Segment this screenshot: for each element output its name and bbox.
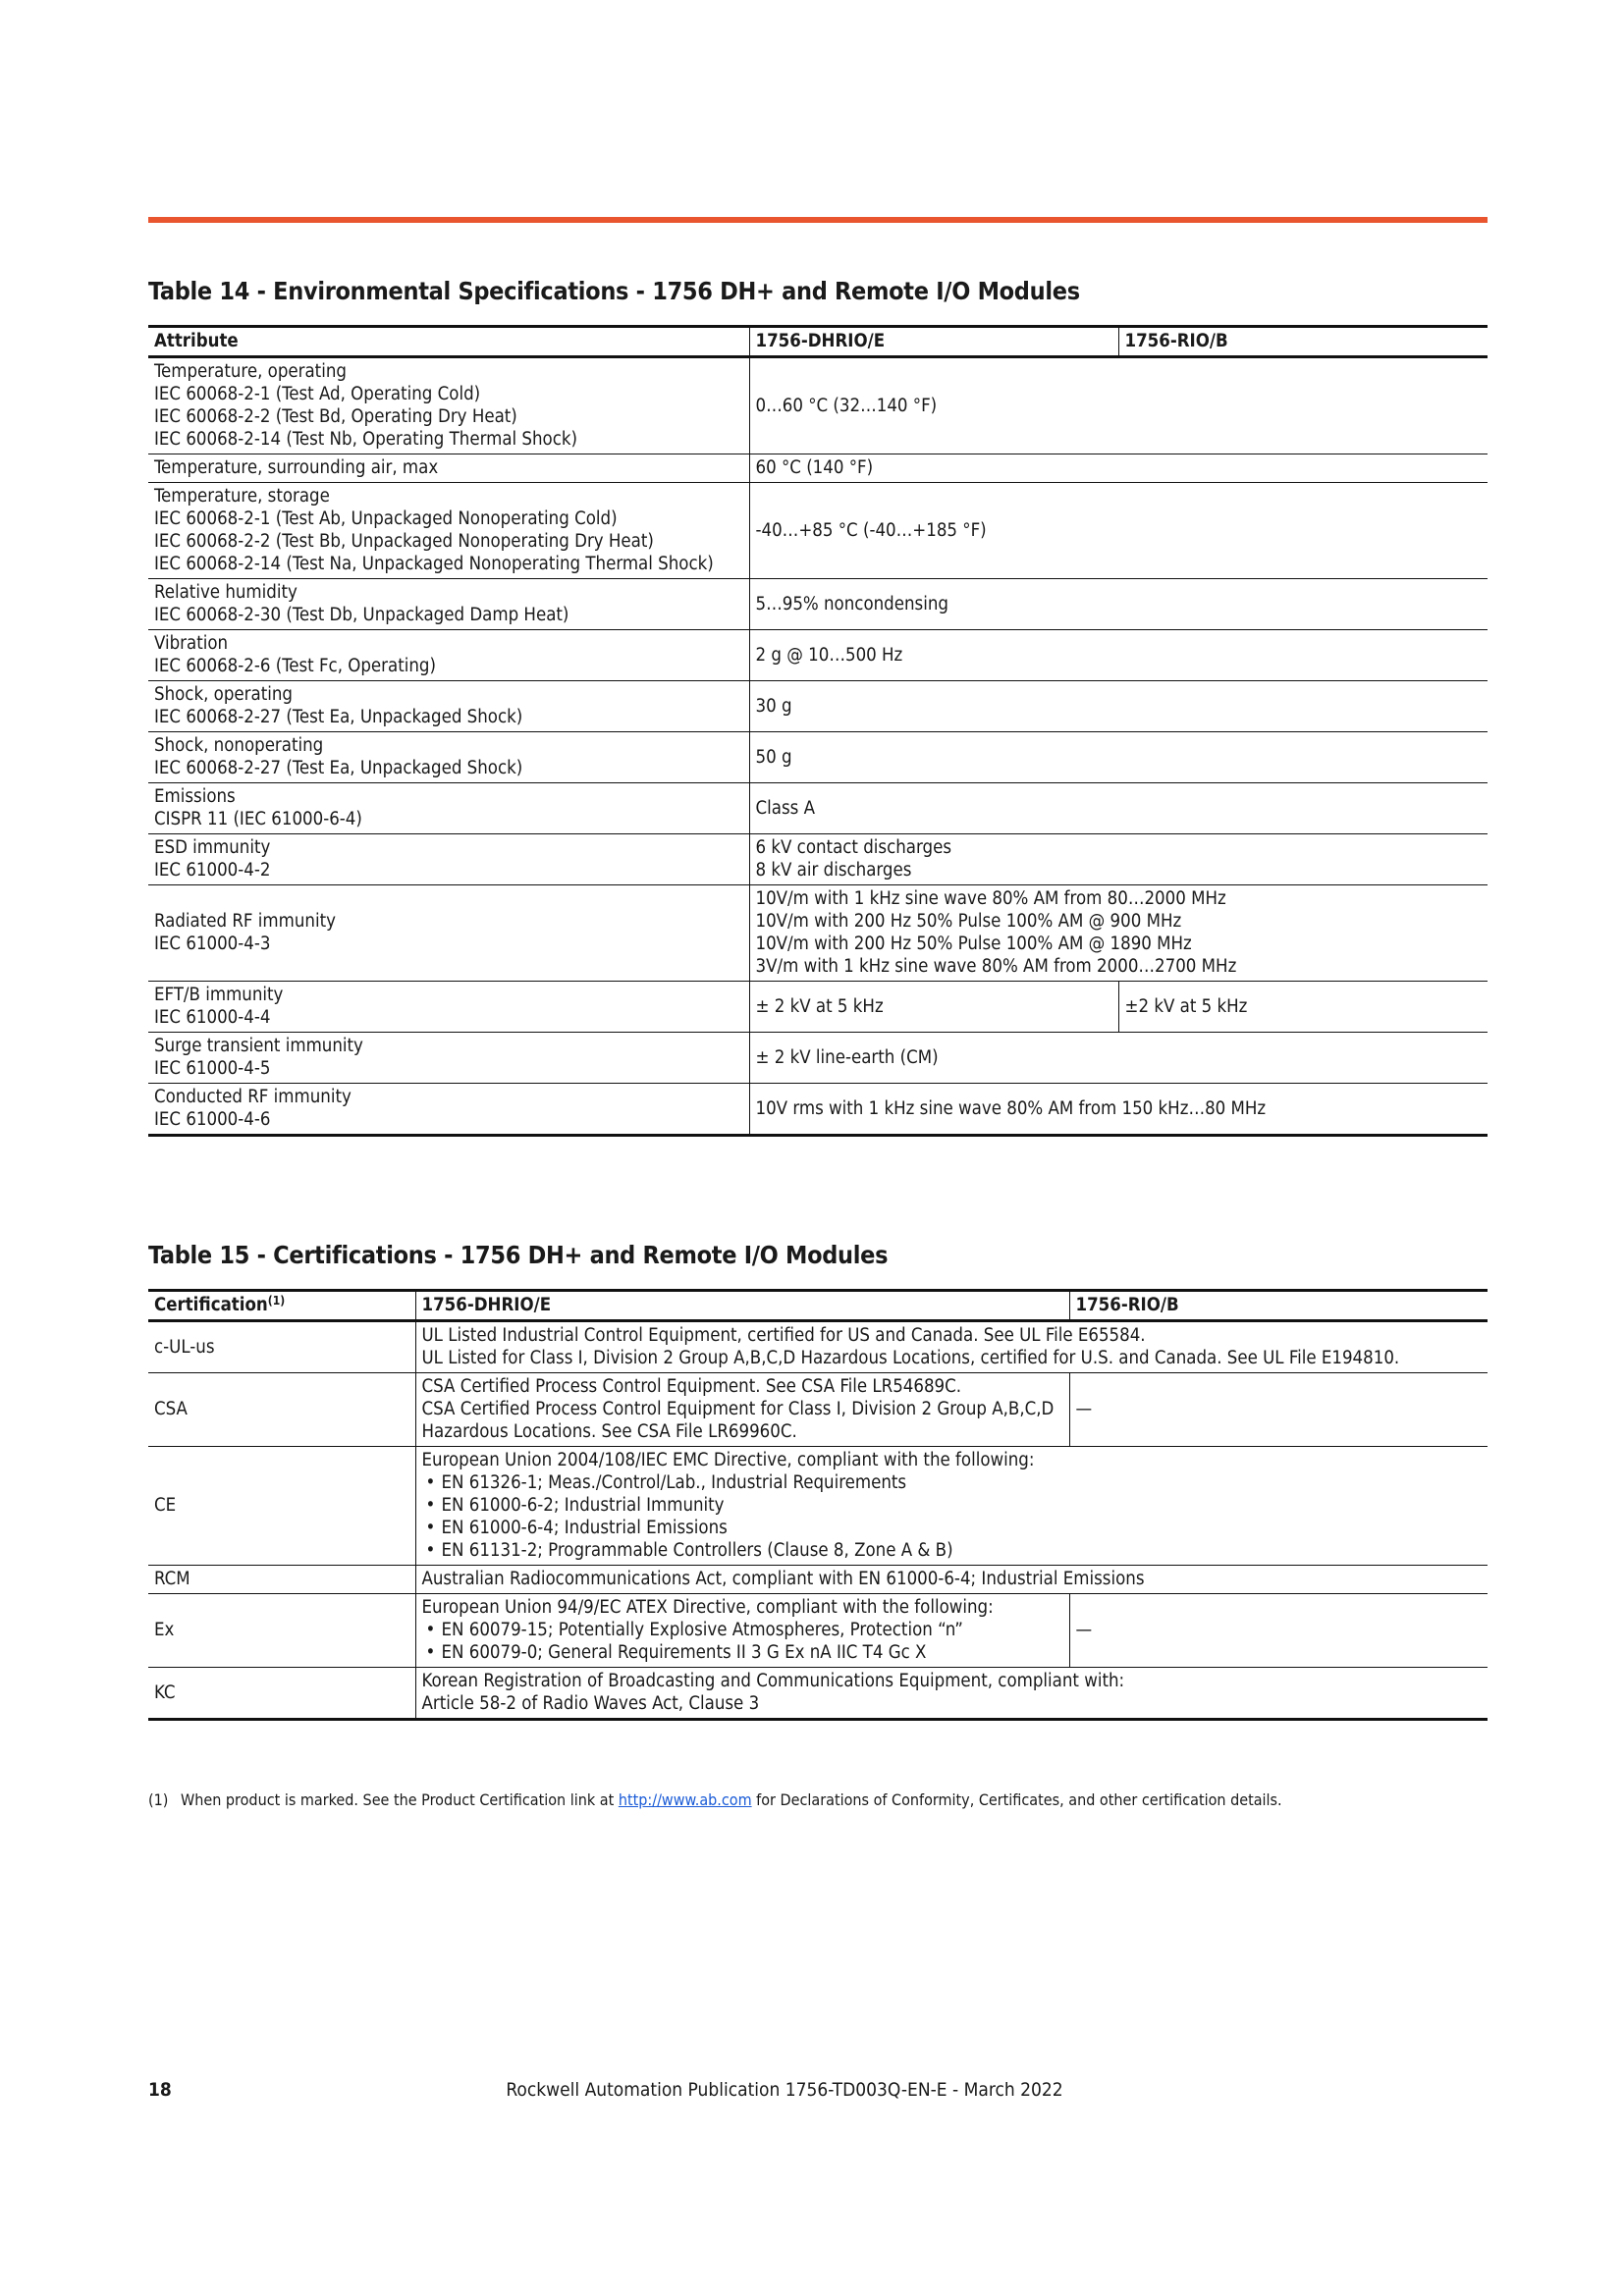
table-row <box>148 1033 1488 1084</box>
value-cell-line: 30 g <box>755 695 792 717</box>
value-cell-line: 10V/m with 1 kHz sine wave 80% AM from 80…2000 MHz <box>755 888 1226 909</box>
certification-name: Ex <box>148 1594 415 1668</box>
value-cell <box>749 357 1488 454</box>
table-row <box>148 1084 1488 1136</box>
attribute-cell <box>148 483 749 579</box>
environmental-specifications-table <box>148 325 1488 1137</box>
attribute-cell-line: Vibration <box>154 633 229 654</box>
attribute-cell-line: IEC 61000-4-6 <box>154 1109 271 1130</box>
value-cell-line: ± 2 kV line-earth (CM) <box>755 1046 939 1068</box>
table14-title: Table 14 - Environmental Specifications - 1756 DH+ and Remote I/O Modules <box>148 277 1080 305</box>
certification-detail <box>415 1447 1488 1566</box>
table-row <box>148 454 1488 483</box>
certification-detail-line: CSA Certified Process Control Equipment for Class I, Division 2 Group A,B,C,D <box>421 1399 1055 1419</box>
ab-com-link[interactable]: http://www.ab.com <box>618 1790 752 1809</box>
value-cell-line: 10V/m with 200 Hz 50% Pulse 100% AM @ 900 MHz <box>755 911 1182 932</box>
value-cell-line: 0…60 °C (32…140 °F) <box>755 395 938 416</box>
value-cell <box>749 454 1488 483</box>
publication-info: Rockwell Automation Publication 1756-TD003Q-EN-E - March 2022 <box>506 2079 1063 2101</box>
bullet-list <box>422 1619 1063 1664</box>
certification-detail-line: UL Listed Industrial Control Equipment, certified for US and Canada. See UL File E65584. <box>421 1325 1146 1346</box>
table-row <box>148 783 1488 834</box>
certification-detail-line: Hazardous Locations. See CSA File LR69960C. <box>421 1421 797 1442</box>
attribute-cell-line: IEC 60068-2-27 (Test Ea, Unpackaged Shock) <box>154 707 523 727</box>
attribute-cell-line: Temperature, surrounding air, max <box>154 457 439 478</box>
certification-detail-line: European Union 94/9/EC ATEX Directive, compliant with the following: <box>421 1597 994 1618</box>
certification-name: c-UL-us <box>148 1321 415 1373</box>
footnote-reference: (1) <box>267 1294 286 1308</box>
attribute-cell-line: IEC 60068-2-27 (Test Ea, Unpackaged Shock) <box>154 758 523 778</box>
certification-name: KC <box>148 1668 415 1720</box>
header-1756-dhrio: 1756-DHRIO/E <box>749 327 1118 357</box>
attribute-cell <box>148 1084 749 1136</box>
attribute-cell-line: EFT/B immunity <box>154 985 284 1005</box>
attribute-cell-line: Radiated RF immunity <box>154 911 336 932</box>
table-row <box>148 1668 1488 1720</box>
certification-detail-line: Australian Radiocommunications Act, compliant with EN 61000-6-4; Industrial Emissions <box>421 1569 1145 1589</box>
attribute-cell-line: IEC 60068-2-2 (Test Bb, Unpackaged Nonoperating Dry Heat) <box>154 531 654 552</box>
bullet-item: • EN 60079-15; Potentially Explosive Atmospheres, Protection “n” <box>422 1619 1063 1641</box>
footnote-marker: (1) <box>148 1790 169 1809</box>
table-row <box>148 579 1488 630</box>
rio-certification-value: — <box>1069 1373 1488 1447</box>
value-cell <box>749 1033 1488 1084</box>
attribute-cell-line: IEC 61000-4-4 <box>154 1007 271 1028</box>
certification-name: CE <box>148 1447 415 1566</box>
table-row <box>148 1373 1488 1447</box>
footnote <box>148 1790 1282 1809</box>
header-1756-dhrio: 1756-DHRIO/E <box>415 1291 1069 1321</box>
attribute-cell-line: Conducted RF immunity <box>154 1087 352 1107</box>
table-row <box>148 885 1488 982</box>
value-cell-line: 6 kV contact discharges <box>755 837 951 858</box>
page-number: 18 <box>148 2079 172 2101</box>
header-certification-label: Certification <box>154 1295 268 1315</box>
value-cell <box>749 630 1488 681</box>
attribute-cell <box>148 885 749 982</box>
value-cell <box>749 885 1488 982</box>
table-header-row <box>148 327 1488 357</box>
attribute-cell <box>148 454 749 483</box>
attribute-cell-line: IEC 60068-2-14 (Test Nb, Operating Thermal Shock) <box>154 429 578 450</box>
value-cell-line: 2 g @ 10…500 Hz <box>755 644 903 666</box>
attribute-cell-line: Temperature, storage <box>154 486 330 507</box>
value-cell-line: Class A <box>755 797 815 819</box>
certification-detail-line: CSA Certified Process Control Equipment. See CSA File LR54689C. <box>421 1376 962 1397</box>
header-certification <box>148 1291 415 1321</box>
attribute-cell-line: IEC 60068-2-1 (Test Ad, Operating Cold) <box>154 384 481 404</box>
table15-title: Table 15 - Certifications - 1756 DH+ and Remote I/O Modules <box>148 1241 889 1269</box>
footnote-text-before: When product is marked. See the Product Certification link at <box>181 1790 619 1809</box>
value-cell-line: -40…+85 °C (-40…+185 °F) <box>755 519 987 541</box>
table-row <box>148 681 1488 732</box>
attribute-cell-line: IEC 61000-4-2 <box>154 860 271 881</box>
rio-value-cell <box>1118 982 1488 1033</box>
attribute-cell-line: IEC 61000-4-3 <box>154 934 271 954</box>
rio-certification-value: — <box>1069 1594 1488 1668</box>
value-cell <box>749 483 1488 579</box>
table-row <box>148 834 1488 885</box>
top-accent-rule <box>148 217 1488 223</box>
attribute-cell-line: IEC 60068-2-14 (Test Na, Unpackaged Nonoperating Thermal Shock) <box>154 554 714 574</box>
attribute-cell <box>148 357 749 454</box>
attribute-cell-line: Emissions <box>154 786 236 807</box>
attribute-cell <box>148 732 749 783</box>
attribute-cell <box>148 681 749 732</box>
attribute-cell-line: IEC 60068-2-2 (Test Bd, Operating Dry Heat) <box>154 406 517 427</box>
certification-detail-line: Article 58-2 of Radio Waves Act, Clause 3 <box>421 1693 760 1714</box>
table-row <box>148 483 1488 579</box>
value-cell <box>749 834 1488 885</box>
certification-detail-line: European Union 2004/108/IEC EMC Directive, compliant with the following: <box>421 1450 1035 1470</box>
bullet-item: • EN 61000-6-2; Industrial Immunity <box>422 1494 1483 1517</box>
attribute-cell-line: Relative humidity <box>154 582 298 603</box>
value-cell-line: 3V/m with 1 kHz sine wave 80% AM from 2000…2700 MHz <box>755 956 1237 977</box>
bullet-item: • EN 61131-2; Programmable Controllers (Clause 8, Zone A & B) <box>422 1539 1483 1562</box>
value-cell <box>749 982 1118 1033</box>
table-row <box>148 732 1488 783</box>
certification-detail <box>415 1373 1069 1447</box>
attribute-cell-line: Shock, nonoperating <box>154 735 324 756</box>
table-row <box>148 1566 1488 1594</box>
rio-value-cell-line: ±2 kV at 5 kHz <box>1124 995 1248 1017</box>
certification-detail <box>415 1668 1488 1720</box>
value-cell <box>749 1084 1488 1136</box>
certification-detail-line: Korean Registration of Broadcasting and Communications Equipment, compliant with: <box>421 1671 1125 1691</box>
value-cell-line: 5…95% noncondensing <box>755 593 948 614</box>
attribute-cell <box>148 1033 749 1084</box>
attribute-cell-line: ESD immunity <box>154 837 271 858</box>
table-row <box>148 1321 1488 1373</box>
attribute-cell-line: Shock, operating <box>154 684 293 705</box>
attribute-cell <box>148 783 749 834</box>
certification-detail <box>415 1594 1069 1668</box>
footnote-text-after: for Declarations of Conformity, Certificates, and other certification details. <box>751 1790 1282 1809</box>
table-row <box>148 1447 1488 1566</box>
header-1756-rio: 1756-RIO/B <box>1118 327 1488 357</box>
table-row <box>148 982 1488 1033</box>
attribute-cell-line: CISPR 11 (IEC 61000-6-4) <box>154 809 362 829</box>
certification-name: RCM <box>148 1566 415 1594</box>
attribute-cell <box>148 579 749 630</box>
attribute-cell-line: Temperature, operating <box>154 361 347 382</box>
header-1756-rio: 1756-RIO/B <box>1069 1291 1488 1321</box>
bullet-list <box>422 1471 1483 1562</box>
certification-detail <box>415 1566 1488 1594</box>
attribute-cell <box>148 982 749 1033</box>
certification-detail-line: UL Listed for Class I, Division 2 Group A,B,C,D Hazardous Locations, certified for U.S. and Canada. See UL File E194810. <box>421 1348 1400 1368</box>
attribute-cell-line: IEC 60068-2-6 (Test Fc, Operating) <box>154 656 436 676</box>
table-row <box>148 630 1488 681</box>
attribute-cell-line: Surge transient immunity <box>154 1036 363 1056</box>
certification-detail <box>415 1321 1488 1373</box>
value-cell-line: 60 °C (140 °F) <box>755 457 874 478</box>
certifications-table <box>148 1289 1488 1721</box>
value-cell-line: 10V rms with 1 kHz sine wave 80% AM from 150 kHz…80 MHz <box>755 1097 1267 1119</box>
header-attribute: Attribute <box>148 327 749 357</box>
bullet-item: • EN 60079-0; General Requirements II 3 G Ex nA IIC T4 Gc X <box>422 1641 1063 1664</box>
attribute-cell-line: IEC 60068-2-1 (Test Ab, Unpackaged Nonoperating Cold) <box>154 508 618 529</box>
value-cell-line: ± 2 kV at 5 kHz <box>755 995 884 1017</box>
value-cell <box>749 783 1488 834</box>
table-row <box>148 357 1488 454</box>
table-row <box>148 1594 1488 1668</box>
attribute-cell-line: IEC 61000-4-5 <box>154 1058 271 1079</box>
value-cell-line: 8 kV air discharges <box>755 860 912 881</box>
value-cell-line: 10V/m with 200 Hz 50% Pulse 100% AM @ 1890 MHz <box>755 934 1192 954</box>
bullet-item: • EN 61000-6-4; Industrial Emissions <box>422 1517 1483 1539</box>
attribute-cell <box>148 630 749 681</box>
attribute-cell-line: IEC 60068-2-30 (Test Db, Unpackaged Damp Heat) <box>154 605 569 625</box>
bullet-item: • EN 61326-1; Meas./Control/Lab., Industrial Requirements <box>422 1471 1483 1494</box>
value-cell <box>749 681 1488 732</box>
value-cell-line: 50 g <box>755 746 792 768</box>
table-header-row <box>148 1291 1488 1321</box>
attribute-cell <box>148 834 749 885</box>
value-cell <box>749 732 1488 783</box>
value-cell <box>749 579 1488 630</box>
certification-name: CSA <box>148 1373 415 1447</box>
